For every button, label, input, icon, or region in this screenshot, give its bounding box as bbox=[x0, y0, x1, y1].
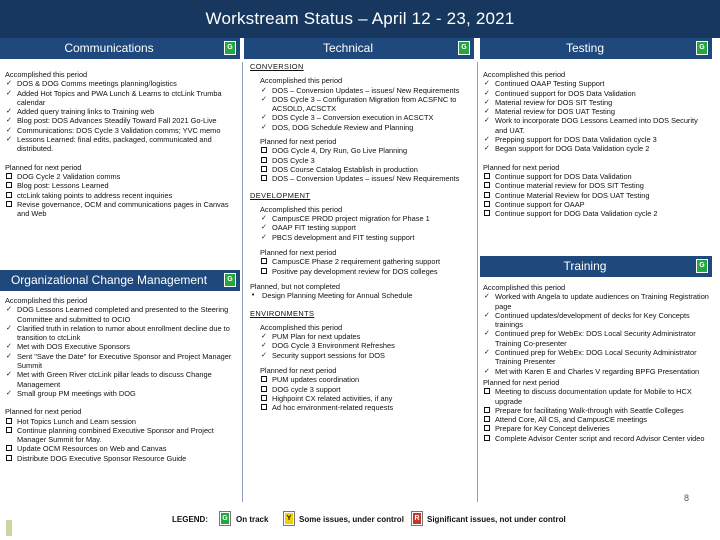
list-item bbox=[483, 209, 711, 218]
check-icon: ✓ bbox=[6, 388, 12, 397]
development-not-completed-list bbox=[250, 291, 474, 300]
legend-red-chip: R bbox=[412, 512, 422, 525]
check-icon: ✓ bbox=[261, 223, 267, 232]
list-item-text: Small group PM meetings with DOG bbox=[17, 388, 136, 398]
development-accomplished-list bbox=[260, 214, 474, 242]
check-icon: ✓ bbox=[6, 135, 12, 144]
checkbox-icon bbox=[6, 454, 15, 464]
list-item bbox=[483, 367, 711, 376]
list-item bbox=[483, 172, 711, 181]
accomplished-heading: Accomplished this period bbox=[260, 76, 343, 86]
list-item bbox=[483, 89, 711, 98]
list-item-text: DOS Course Catalog Establish in production bbox=[272, 164, 418, 174]
ocm-header bbox=[0, 270, 240, 291]
list-item bbox=[260, 233, 474, 242]
check-icon: ✓ bbox=[261, 85, 267, 94]
list-item-text: Complete Advisor Center script and record Advisor Center video bbox=[495, 433, 705, 443]
list-item-text: Clarified truth in relation to rumor about enrollment decline due to transition to ctcLink bbox=[17, 323, 230, 343]
list-item bbox=[5, 426, 239, 445]
communications-header bbox=[0, 38, 240, 59]
training-planned-list bbox=[483, 387, 711, 443]
list-item-text: Update OCM Resources on Web and Canvas bbox=[17, 444, 167, 454]
technical-panel bbox=[250, 62, 474, 502]
list-item bbox=[483, 181, 711, 190]
list-item-text: DOS Cycle 3 – Conversion execution in ACSCTX bbox=[272, 113, 434, 123]
legend-green-text: On track bbox=[236, 515, 269, 524]
list-item bbox=[5, 305, 239, 324]
check-icon: ✓ bbox=[484, 144, 490, 153]
check-icon: ✓ bbox=[484, 310, 490, 319]
not-completed-heading: Planned, but not completed bbox=[250, 281, 340, 291]
list-item bbox=[260, 385, 474, 394]
check-icon: ✓ bbox=[261, 122, 267, 131]
list-item-text: Attend Core, All CS, and CampusCE meetings bbox=[495, 415, 647, 425]
check-icon: ✓ bbox=[6, 351, 12, 360]
check-icon: ✓ bbox=[261, 94, 267, 103]
list-item bbox=[5, 370, 239, 389]
list-item-text: Highpoint CX related activities, if any bbox=[272, 393, 393, 403]
training-status-badge: G bbox=[696, 259, 708, 273]
list-item-text: Prepare for Key Concept deliveries bbox=[495, 424, 610, 434]
list-item bbox=[260, 174, 474, 183]
check-icon: ✓ bbox=[484, 79, 490, 88]
conversion-planned-list bbox=[260, 146, 474, 183]
list-item-text: Added Hot Topics and PWA Lunch & Learns to ctcLink Trumba calendar bbox=[17, 88, 222, 107]
check-icon: ✓ bbox=[261, 341, 267, 350]
check-icon: ✓ bbox=[6, 342, 12, 351]
ocm-status-badge: G bbox=[224, 273, 236, 287]
planned-heading: Planned for next period bbox=[260, 248, 337, 258]
conversion-accomplished-list bbox=[260, 86, 474, 132]
bullet-icon: • bbox=[251, 291, 256, 300]
list-item-text: Continue support for DOG Data Validation cycle 2 bbox=[495, 209, 658, 219]
checkbox-icon bbox=[6, 200, 15, 210]
list-item-text: Continue support for OAAP bbox=[495, 199, 585, 209]
list-item-text: DOG Cycle 2 Validation comms bbox=[17, 171, 121, 181]
list-item bbox=[5, 116, 239, 125]
technical-header-label: Technical bbox=[322, 41, 374, 55]
planned-heading: Planned for next period bbox=[5, 407, 82, 417]
list-item-text: DOS & DOG Comms meetings planning/logistics bbox=[17, 79, 177, 89]
environments-section-title: ENVIRONMENTS bbox=[250, 308, 315, 318]
checkbox-icon bbox=[484, 434, 493, 444]
accomplished-heading: Accomplished this period bbox=[260, 204, 343, 214]
check-icon: ✓ bbox=[6, 323, 12, 332]
checkbox-icon bbox=[261, 267, 270, 277]
technical-status-badge: G bbox=[458, 41, 470, 55]
training-panel bbox=[483, 283, 711, 503]
check-icon: ✓ bbox=[484, 88, 490, 97]
list-item bbox=[5, 454, 239, 463]
training-accomplished-list bbox=[483, 292, 711, 376]
list-item bbox=[483, 424, 711, 433]
list-item-text: DOS Cycle 3 – Configuration Migration from ACSFNC to ACSOLD, ACSCTX bbox=[272, 94, 457, 114]
list-item-text: CampusCE Phase 2 requirement gathering support bbox=[272, 257, 441, 267]
list-item bbox=[5, 389, 239, 398]
ocm-planned-list bbox=[5, 417, 239, 463]
legend-yellow-text: Some issues, under control bbox=[299, 515, 404, 524]
checkbox-icon bbox=[484, 387, 493, 397]
planned-heading: Planned for next period bbox=[260, 137, 337, 147]
legend bbox=[0, 508, 720, 532]
planned-heading: Planned for next period bbox=[483, 377, 560, 387]
list-item-text: Added query training links to Training web bbox=[17, 107, 155, 117]
legend-title: LEGEND: bbox=[172, 515, 208, 524]
list-item bbox=[5, 342, 239, 351]
training-header bbox=[480, 256, 712, 277]
list-item bbox=[5, 324, 239, 343]
communications-header-label: Communications bbox=[64, 41, 154, 55]
check-icon: ✓ bbox=[6, 79, 12, 88]
list-item bbox=[5, 417, 239, 426]
list-item bbox=[5, 352, 239, 371]
list-item-text: Lessons Learned: final edits, packaged, communicated and distributed. bbox=[17, 135, 212, 154]
list-item-text: DOG Lessons Learned completed and presented to the Steering Committee and submitted to OCIO bbox=[17, 305, 229, 324]
planned-heading: Planned for next period bbox=[260, 366, 337, 376]
list-item-text: Met with DOS Executive Sponsors bbox=[17, 342, 130, 352]
list-item bbox=[260, 332, 474, 341]
ocm-panel bbox=[5, 296, 239, 500]
list-item-text: DOS – Conversion Updates – issues/ New Requirements bbox=[272, 174, 460, 184]
accomplished-heading: Accomplished this period bbox=[5, 70, 88, 79]
list-item bbox=[5, 79, 239, 88]
accomplished-heading: Accomplished this period bbox=[260, 322, 343, 332]
list-item bbox=[483, 329, 711, 348]
list-item bbox=[260, 165, 474, 174]
list-item-text: Continue material review for DOS SIT Testing bbox=[495, 181, 644, 191]
list-item bbox=[483, 79, 711, 88]
list-item-text: Blog post: Lessons Learned bbox=[17, 181, 109, 191]
accomplished-heading: Accomplished this period bbox=[483, 283, 566, 292]
list-item bbox=[260, 394, 474, 403]
list-item-text: Communications: DOS Cycle 3 Validation comms; YVC memo bbox=[17, 125, 221, 135]
list-item-text: Prepping support for DOS Data Validation cycle 3 bbox=[495, 135, 657, 145]
checkbox-icon bbox=[484, 209, 493, 219]
check-icon: ✓ bbox=[6, 125, 12, 134]
accomplished-heading: Accomplished this period bbox=[5, 296, 88, 305]
testing-header-label: Testing bbox=[565, 41, 605, 55]
list-item-text: Continued prep for WebEx: DOS Local Security Administrator Training Co-presenter bbox=[495, 329, 696, 348]
list-item bbox=[5, 181, 239, 190]
list-item-text: Began support for DOG Data Validation cycle 2 bbox=[495, 144, 650, 154]
list-item bbox=[5, 200, 239, 219]
accomplished-heading: Accomplished this period bbox=[483, 70, 566, 79]
communications-planned-list bbox=[5, 172, 239, 218]
list-item-text: Met with Green River ctcLink pillar leads to discuss Change Management bbox=[17, 370, 212, 389]
list-item bbox=[483, 387, 711, 406]
legend-red-text: Significant issues, not under control bbox=[427, 515, 566, 524]
title-bar bbox=[0, 0, 720, 38]
testing-panel bbox=[483, 70, 711, 252]
list-item-text: Met with Karen E and Charles V regarding BPFG Presentation bbox=[495, 366, 700, 376]
list-item bbox=[260, 375, 474, 384]
list-item-text: ctcLink taking points to address recent inquiries bbox=[17, 190, 173, 200]
check-icon: ✓ bbox=[261, 332, 267, 341]
development-section-title: DEVELOPMENT bbox=[250, 190, 311, 200]
list-item-text: PBCS development and FIT testing support bbox=[272, 232, 415, 242]
list-item bbox=[483, 135, 711, 144]
list-item bbox=[260, 146, 474, 155]
list-item bbox=[483, 311, 711, 330]
check-icon: ✓ bbox=[261, 214, 267, 223]
list-item-text: CampusCE PROD project migration for Phase 1 bbox=[272, 214, 430, 224]
list-item bbox=[5, 135, 239, 154]
list-item-text: DOS, DOG Schedule Review and Planning bbox=[272, 122, 414, 132]
list-item-text: Distribute DOG Executive Sponsor Resource Guide bbox=[17, 453, 187, 463]
environments-accomplished-list bbox=[260, 332, 474, 360]
list-item bbox=[260, 86, 474, 95]
checkbox-icon bbox=[261, 403, 270, 413]
list-item-text: Continued updates/development of decks for Key Concepts trainings bbox=[495, 310, 690, 330]
list-item bbox=[260, 156, 474, 165]
check-icon: ✓ bbox=[484, 107, 490, 116]
check-icon: ✓ bbox=[261, 232, 267, 241]
communications-accomplished-list bbox=[5, 79, 239, 153]
check-icon: ✓ bbox=[484, 97, 490, 106]
list-item-text: Worked with Angela to update audiences on Training Registration page bbox=[495, 292, 709, 311]
list-item bbox=[483, 406, 711, 415]
communications-status-badge: G bbox=[224, 41, 236, 55]
training-header-label: Training bbox=[563, 259, 607, 273]
environments-planned-list bbox=[260, 375, 474, 412]
check-icon: ✓ bbox=[484, 348, 490, 357]
list-item-text: DOG Cycle 4, Dry Run, Go Live Planning bbox=[272, 146, 408, 156]
page-title: Workstream Status – April 12 - 23, 2021 bbox=[205, 9, 515, 28]
page-number: 8 bbox=[684, 493, 690, 503]
list-item-text: Continue support for DOS Data Validation bbox=[495, 171, 632, 181]
list-item bbox=[5, 191, 239, 200]
list-item-text: Continue Material Review for DOS UAT Testing bbox=[495, 190, 650, 200]
list-item-text: DOG Cycle 3 Environment Refreshes bbox=[272, 341, 395, 351]
testing-accomplished-list bbox=[483, 79, 711, 153]
list-item bbox=[483, 434, 711, 443]
check-icon: ✓ bbox=[6, 116, 12, 125]
development-planned-list bbox=[260, 257, 474, 276]
column-divider bbox=[477, 62, 478, 502]
list-item bbox=[483, 348, 711, 367]
list-item bbox=[260, 223, 474, 232]
list-item-text: DOS Cycle 3 bbox=[272, 155, 315, 165]
check-icon: ✓ bbox=[484, 116, 490, 125]
testing-header bbox=[480, 38, 712, 59]
list-item-text: Prepare for facilitating Walk-through with Seattle Colleges bbox=[495, 405, 684, 415]
check-icon: ✓ bbox=[261, 350, 267, 359]
list-item-text: OAAP FIT testing support bbox=[272, 223, 356, 233]
list-item bbox=[250, 291, 474, 300]
list-item bbox=[5, 89, 239, 108]
technical-header bbox=[244, 38, 474, 59]
list-item-text: Continued OAAP Testing Support bbox=[495, 79, 605, 89]
check-icon: ✓ bbox=[6, 305, 12, 314]
planned-heading: Planned for next period bbox=[483, 162, 560, 172]
check-icon: ✓ bbox=[484, 292, 490, 301]
column-divider bbox=[242, 62, 243, 502]
list-item bbox=[483, 191, 711, 200]
testing-status-badge: G bbox=[696, 41, 708, 55]
ocm-header-label: Organizational Change Management bbox=[10, 273, 208, 287]
list-item bbox=[260, 214, 474, 223]
list-item-text: DOS – Conversion Updates – issues/ New Requirements bbox=[272, 85, 460, 95]
list-item-text: Security support sessions for DOS bbox=[272, 350, 385, 360]
list-item-text: Material review for DOS SIT Testing bbox=[495, 97, 613, 107]
conversion-section-title: CONVERSION bbox=[250, 62, 304, 71]
list-item bbox=[260, 351, 474, 360]
list-item bbox=[260, 341, 474, 350]
list-item bbox=[5, 126, 239, 135]
list-item bbox=[5, 444, 239, 453]
list-item-text: Positive pay development review for DOS colleges bbox=[272, 266, 438, 276]
ocm-accomplished-list bbox=[5, 305, 239, 398]
list-item-text: Work to incorporate DOG Lessons Learned into DOS Security and UAT. bbox=[495, 116, 698, 135]
list-item bbox=[260, 113, 474, 122]
list-item-text: PUM updates coordination bbox=[272, 375, 360, 385]
list-item bbox=[260, 95, 474, 114]
list-item-text: DOG cycle 3 support bbox=[272, 384, 341, 394]
list-item-text: Revise governance, OCM and communications pages in Canvas and Web bbox=[17, 199, 229, 219]
logo-icon bbox=[6, 520, 12, 536]
legend-yellow-chip: Y bbox=[284, 512, 294, 525]
list-item bbox=[483, 292, 711, 311]
list-item-text: Meeting to discuss documentation update for Mobile to HCX upgrade bbox=[495, 387, 692, 406]
list-item-text: Continued prep for WebEx: DOG Local Security Administrator Training Presenter bbox=[495, 348, 697, 367]
check-icon: ✓ bbox=[484, 366, 490, 375]
checkbox-icon bbox=[6, 426, 15, 436]
check-icon: ✓ bbox=[6, 88, 12, 97]
list-item bbox=[483, 116, 711, 135]
checkbox-icon bbox=[261, 174, 270, 184]
testing-planned-list bbox=[483, 172, 711, 218]
list-item bbox=[260, 403, 474, 412]
list-item bbox=[5, 172, 239, 181]
list-item bbox=[483, 107, 711, 116]
list-item-text: Continue planning combined Executive Sponsor and Project Manager Summit for May. bbox=[17, 425, 214, 445]
check-icon: ✓ bbox=[6, 107, 12, 116]
list-item bbox=[483, 415, 711, 424]
list-item-text: PUM Plan for next updates bbox=[272, 332, 361, 342]
list-item-text: Ad hoc environment-related requests bbox=[272, 403, 394, 413]
list-item-text: Blog post: DOS Advances Steadily Toward Fall 2021 Go-Live bbox=[17, 116, 217, 126]
check-icon: ✓ bbox=[484, 135, 490, 144]
list-item-text: Continued support for DOS Data Validation bbox=[495, 88, 636, 98]
list-item bbox=[483, 200, 711, 209]
list-item-text: Material review for DOS UAT Testing bbox=[495, 107, 615, 117]
list-item-text: Hot Topics Lunch and Learn session bbox=[17, 416, 137, 426]
list-item bbox=[260, 257, 474, 266]
check-icon: ✓ bbox=[261, 113, 267, 122]
list-item bbox=[483, 98, 711, 107]
communications-panel bbox=[5, 70, 239, 266]
list-item bbox=[260, 267, 474, 276]
list-item bbox=[5, 107, 239, 116]
list-item bbox=[260, 123, 474, 132]
check-icon: ✓ bbox=[484, 329, 490, 338]
legend-green-chip: G bbox=[220, 512, 230, 525]
list-item-text: Design Planning Meeting for Annual Schedule bbox=[262, 291, 413, 301]
list-item-text: Sent "Save the Date" for Executive Sponsor and Project Manager Summit bbox=[17, 351, 232, 371]
list-item bbox=[483, 144, 711, 153]
check-icon: ✓ bbox=[6, 370, 12, 379]
planned-heading: Planned for next period bbox=[5, 162, 82, 172]
